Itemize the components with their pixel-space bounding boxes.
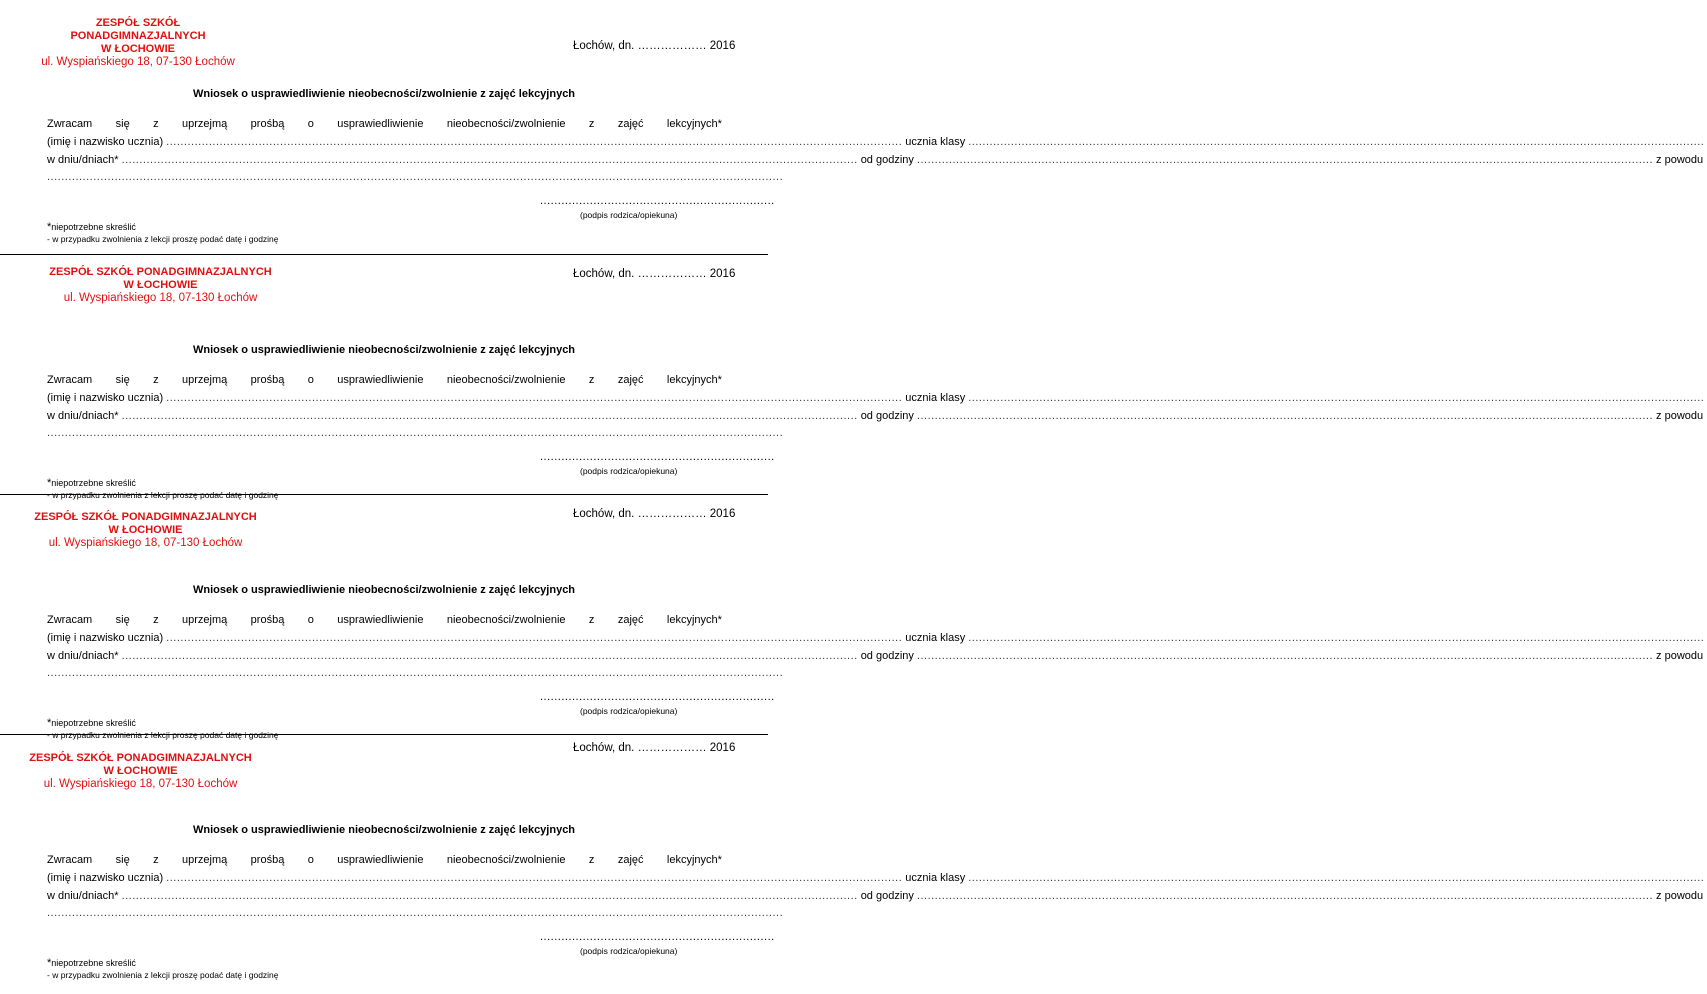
reason-label: z powodu	[1656, 154, 1704, 166]
signature-field[interactable]: ..................................................................	[540, 451, 775, 463]
school-name: ZESPÓŁ SZKÓŁ PONADGIMNAZJALNYCH	[49, 266, 272, 278]
school-address: ul. Wyspiańskiego 18, 07-130 Łochów	[48, 537, 243, 549]
hour-field[interactable]	[914, 890, 1656, 902]
class-field[interactable]	[965, 136, 1707, 148]
class-label: ucznia klasy	[905, 872, 966, 884]
student-name-field[interactable]	[163, 872, 905, 884]
footnote-strike	[47, 717, 136, 729]
student-line	[47, 872, 966, 884]
reason-line	[47, 907, 722, 919]
request-word: zajęć	[617, 118, 644, 130]
footnote-date: - w przypadku zwolnienia z lekcji proszę podać datę i godzinę	[47, 234, 279, 244]
footnote-strike-text: niepotrzebne skreślić	[51, 958, 136, 968]
footnote-strike	[47, 221, 136, 233]
student-line	[47, 392, 966, 404]
class-field[interactable]	[965, 632, 1707, 644]
request-word: Zwracam	[47, 374, 93, 386]
absence-request-form	[0, 0, 1704, 250]
footnote-strike-text: niepotrzebne skreślić	[51, 478, 136, 488]
request-word: nieobecności/zwolnienie	[446, 374, 566, 386]
student-name-label: (imię i nazwisko ucznia)	[47, 392, 164, 404]
slip-separator	[0, 494, 768, 495]
request-word: nieobecności/zwolnienie	[446, 614, 566, 626]
request-word: z	[588, 118, 595, 130]
days-field[interactable]	[119, 410, 861, 422]
request-word: z	[588, 614, 595, 626]
date-line	[47, 650, 1704, 662]
request-line	[47, 614, 722, 626]
school-header	[28, 752, 253, 791]
request-word: się	[115, 854, 130, 866]
student-line	[47, 136, 966, 148]
request-word: usprawiedliwienie	[337, 374, 424, 386]
request-word: usprawiedliwienie	[337, 854, 424, 866]
student-name-label: (imię i nazwisko ucznia)	[47, 632, 164, 644]
signature-field[interactable]: ..................................................................	[540, 931, 775, 943]
school-address: ul. Wyspiańskiego 18, 07-130 Łochów	[41, 56, 235, 68]
request-word: się	[115, 614, 130, 626]
school-header	[48, 266, 273, 305]
signature-caption: (podpis rodzica/opiekuna)	[580, 706, 678, 716]
request-word: prośbą	[250, 118, 285, 130]
school-name: ZESPÓŁ SZKÓŁ PONADGIMNAZJALNYCH	[29, 752, 252, 764]
date-line	[47, 410, 1704, 422]
school-town: W ŁOCHOWIE	[101, 43, 175, 55]
signature-field[interactable]: ..................................................................	[540, 195, 775, 207]
footnote-date: - w przypadku zwolnienia z lekcji proszę podać datę i godzinę	[47, 970, 279, 980]
student-name-label: (imię i nazwisko ucznia)	[47, 872, 164, 884]
request-word: prośbą	[250, 374, 285, 386]
student-name-field[interactable]	[163, 632, 905, 644]
student-name-field[interactable]	[163, 392, 905, 404]
signature-caption: (podpis rodzica/opiekuna)	[580, 466, 678, 476]
footnote-star: *	[47, 957, 52, 969]
request-word: lekcyjnych*	[666, 614, 722, 626]
signature-field[interactable]: ..................................................................	[540, 691, 775, 703]
request-word: prośbą	[250, 614, 285, 626]
request-word: się	[115, 374, 130, 386]
request-word: Zwracam	[47, 854, 93, 866]
school-town: W ŁOCHOWIE	[123, 279, 198, 291]
hour-field[interactable]	[914, 154, 1656, 166]
request-line	[47, 374, 722, 386]
hour-label: od godziny	[860, 154, 914, 166]
school-town: W ŁOCHOWIE	[108, 524, 183, 536]
request-line	[47, 118, 722, 130]
form-title: Wniosek o usprawiedliwienie nieobecności/zwolnienie z zajęć lekcyjnych	[192, 584, 576, 596]
school-name: ZESPÓŁ SZKÓŁ PONADGIMNAZJALNYCH	[70, 17, 206, 42]
request-word: uprzejmą	[182, 374, 228, 386]
request-word: się	[115, 118, 130, 130]
place-date: Łochów, dn. ……………… 2016	[573, 40, 736, 52]
days-field[interactable]	[119, 890, 861, 902]
school-address: ul. Wyspiańskiego 18, 07-130 Łochów	[63, 292, 258, 304]
request-word: lekcyjnych*	[666, 374, 722, 386]
school-town: W ŁOCHOWIE	[103, 765, 178, 777]
absence-request-form	[0, 736, 1704, 986]
reason-line	[47, 171, 722, 183]
request-word: o	[307, 374, 314, 386]
footnote-date: - w przypadku zwolnienia z lekcji proszę podać datę i godzinę	[47, 730, 279, 740]
slip-separator	[0, 734, 768, 735]
hour-label: od godziny	[860, 650, 914, 662]
footnote-star: *	[47, 717, 52, 729]
request-word: zajęć	[617, 854, 644, 866]
class-label: ucznia klasy	[905, 632, 966, 644]
reason-line	[47, 667, 722, 679]
request-word: prośbą	[250, 854, 285, 866]
request-word: zajęć	[617, 614, 644, 626]
request-word: zajęć	[617, 374, 644, 386]
class-field[interactable]	[965, 392, 1707, 404]
request-word: nieobecności/zwolnienie	[446, 118, 566, 130]
request-word: lekcyjnych*	[666, 118, 722, 130]
days-label: w dniu/dniach*	[47, 650, 119, 662]
signature-caption: (podpis rodzica/opiekuna)	[580, 210, 678, 220]
absence-request-form	[0, 496, 1704, 746]
absence-request-form	[0, 256, 1704, 506]
school-header	[33, 17, 243, 69]
request-word: z	[153, 374, 159, 386]
hour-label: od godziny	[860, 890, 914, 902]
reason-label: z powodu	[1656, 650, 1704, 662]
footnote-strike-text: niepotrzebne skreślić	[51, 718, 136, 728]
date-line	[47, 154, 1704, 166]
request-word: o	[307, 614, 314, 626]
request-word: o	[307, 118, 314, 130]
school-address: ul. Wyspiańskiego 18, 07-130 Łochów	[43, 778, 238, 790]
form-title: Wniosek o usprawiedliwienie nieobecności/zwolnienie z zajęć lekcyjnych	[192, 824, 576, 836]
reason-field[interactable]	[47, 427, 783, 439]
hour-label: od godziny	[860, 410, 914, 422]
reason-line	[47, 427, 722, 439]
request-word: lekcyjnych*	[666, 854, 722, 866]
reason-field[interactable]	[47, 907, 783, 919]
footnote-strike	[47, 477, 136, 489]
request-word: z	[153, 854, 159, 866]
place-date: Łochów, dn. ……………… 2016	[573, 268, 736, 280]
days-label: w dniu/dniach*	[47, 890, 119, 902]
form-title: Wniosek o usprawiedliwienie nieobecności/zwolnienie z zajęć lekcyjnych	[192, 344, 576, 356]
student-name-label: (imię i nazwisko ucznia)	[47, 136, 164, 148]
request-word: z	[588, 854, 595, 866]
request-word: usprawiedliwienie	[337, 118, 424, 130]
hour-field[interactable]	[914, 650, 1656, 662]
footnote-strike	[47, 957, 136, 969]
school-header	[33, 511, 258, 550]
slip-separator	[0, 254, 768, 255]
student-name-field[interactable]	[163, 136, 905, 148]
request-word: uprzejmą	[182, 118, 228, 130]
form-title: Wniosek o usprawiedliwienie nieobecności/zwolnienie z zajęć lekcyjnych	[192, 88, 576, 100]
class-label: ucznia klasy	[905, 136, 966, 148]
place-date: Łochów, dn. ……………… 2016	[573, 508, 736, 520]
request-word: usprawiedliwienie	[337, 614, 424, 626]
reason-label: z powodu	[1656, 410, 1704, 422]
request-line	[47, 854, 722, 866]
request-word: uprzejmą	[182, 614, 228, 626]
class-field[interactable]	[965, 872, 1707, 884]
reason-label: z powodu	[1656, 890, 1704, 902]
request-word: z	[153, 118, 159, 130]
student-line	[47, 632, 966, 644]
request-word: nieobecności/zwolnienie	[446, 854, 566, 866]
reason-field[interactable]	[47, 667, 783, 679]
days-field[interactable]	[119, 650, 861, 662]
footnote-date: - w przypadku zwolnienia z lekcji proszę podać datę i godzinę	[47, 490, 279, 500]
request-word: uprzejmą	[182, 854, 228, 866]
hour-field[interactable]	[914, 410, 1656, 422]
days-field[interactable]	[119, 154, 861, 166]
school-name: ZESPÓŁ SZKÓŁ PONADGIMNAZJALNYCH	[34, 511, 257, 523]
days-label: w dniu/dniach*	[47, 410, 119, 422]
request-word: Zwracam	[47, 614, 93, 626]
signature-caption: (podpis rodzica/opiekuna)	[580, 946, 678, 956]
footnote-strike-text: niepotrzebne skreślić	[51, 222, 136, 232]
class-label: ucznia klasy	[905, 392, 966, 404]
request-word: z	[153, 614, 159, 626]
place-date: Łochów, dn. ……………… 2016	[573, 742, 736, 754]
reason-field[interactable]	[47, 171, 783, 183]
footnote-star: *	[47, 221, 52, 233]
days-label: w dniu/dniach*	[47, 154, 119, 166]
date-line	[47, 890, 1704, 902]
request-word: Zwracam	[47, 118, 93, 130]
request-word: o	[307, 854, 314, 866]
footnote-star: *	[47, 477, 52, 489]
request-word: z	[588, 374, 595, 386]
